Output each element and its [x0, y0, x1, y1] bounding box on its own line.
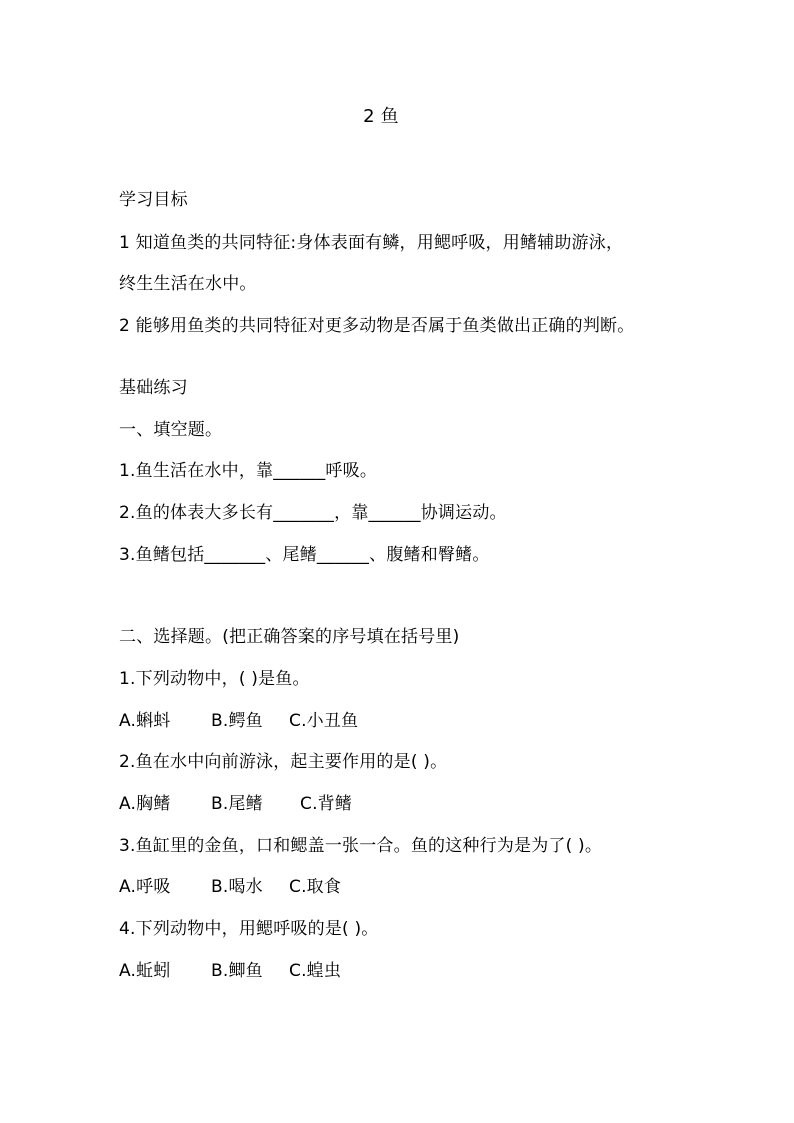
objective-2: 2 能够用鱼类的共同特征对更多动物是否属于鱼类做出正确的判断。 — [119, 316, 635, 336]
practice-heading: 基础练习 — [119, 378, 188, 398]
choice-2-option-c: C.背鳍 — [300, 794, 353, 814]
choice-question-3: 3.鱼缸里的金鱼，口和鳃盖一张一合。鱼的这种行为是为了( )。 — [119, 836, 603, 856]
choice-question-1: 1.下列动物中，( )是鱼。 — [119, 669, 310, 689]
choice-question-4: 4.下列动物中，用鳃呼吸的是( )。 — [119, 919, 379, 939]
objective-1-line-2: 终生生活在水中。 — [119, 274, 257, 294]
choice-2-option-a: A.胸鳍 — [119, 794, 171, 814]
choice-1-option-b: B.鳄鱼 — [211, 711, 263, 731]
choice-heading: 二、选择题。(把正确答案的序号填在括号里) — [119, 627, 460, 647]
fill-blank-heading: 一、填空题。 — [119, 420, 223, 440]
choice-1-option-c: C.小丑鱼 — [289, 711, 359, 731]
choice-4-option-a: A.蚯蚓 — [119, 961, 171, 981]
objective-1-line-1: 1 知道鱼类的共同特征:身体表面有鳞，用鳃呼吸，用鳍辅助游泳， — [119, 233, 624, 253]
fill-blank-question-1: 1.鱼生活在水中，靠______呼吸。 — [119, 461, 378, 481]
choice-3-option-c: C.取食 — [289, 877, 342, 897]
objectives-heading: 学习目标 — [119, 190, 188, 210]
fill-blank-question-3: 3.鱼鳍包括_______、尾鳍______、腹鳍和臀鳍。 — [119, 545, 490, 565]
choice-4-option-b: B.鲫鱼 — [211, 961, 263, 981]
choice-1-option-a: A.蝌蚪 — [119, 711, 171, 731]
choice-3-option-b: B.喝水 — [211, 877, 263, 897]
page-title: 2 鱼 — [363, 106, 399, 127]
choice-question-2: 2.鱼在水中向前游泳，起主要作用的是( )。 — [119, 752, 448, 772]
choice-4-option-c: C.蝗虫 — [289, 961, 342, 981]
choice-2-option-b: B.尾鳍 — [211, 794, 263, 814]
choice-3-option-a: A.呼吸 — [119, 877, 171, 897]
fill-blank-question-2: 2.鱼的体表大多长有_______，靠______协调运动。 — [119, 503, 507, 523]
